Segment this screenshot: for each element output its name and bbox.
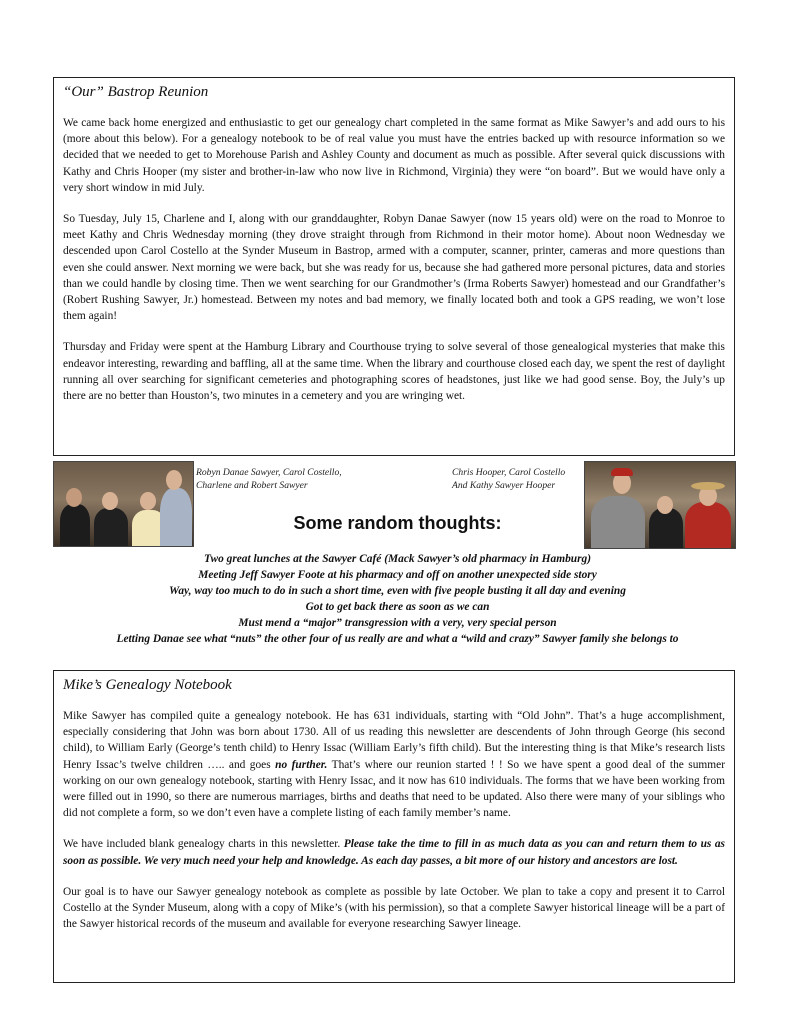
notebook-paragraph-1	[63, 708, 725, 821]
reunion-photo-right	[584, 461, 736, 549]
notebook-p2-emphasis: Please take the time to fill in as much data as you can and return them to us as soon as possible. We very much need your help and knowledge. As each day passes, a bit more of our history and ancestors are lost.	[63, 838, 725, 867]
reunion-photo-left	[53, 461, 194, 547]
thought-line: Got to get back there as soon as we can	[305, 601, 490, 613]
notebook-paragraph-2	[63, 836, 725, 868]
left-caption-line-2: Charlene and Robert Sawyer	[196, 480, 308, 491]
reunion-paragraph-1: We came back home energized and enthusiastic to get our genealogy chart completed in the same format as Mike Sawyer’s and add ours to his (more about this below). For a genealogy notebook to be of real value you must have the entries backed up with resource information so we decided that we needed to get to Morehouse Parish and Ashley County and document as much as possible. After several quick discussions with Kathy and Chris Hooper (my sister and brother-in-law who now live in Richmond, Virginia) they were “on board”. But we would have only a very short window in mid July.	[63, 117, 725, 194]
random-thoughts-heading: Some random thoughts:	[293, 513, 502, 533]
notebook-article	[53, 670, 735, 983]
reunion-article	[53, 77, 735, 456]
reunion-paragraph-2: So Tuesday, July 15, Charlene and I, along with our granddaughter, Robyn Danae Sawyer (now 15 years old) were on the road to Monroe to meet Kathy and Chris Wednesday morning (they drove straight through from Richmond in their motor home). About noon Wednesday we descended upon Carol Costello at the Synder Museum in Bastrop, armed with a computer, scanner, printer, cameras and more questions than even she could answer. Next morning we were back, but she was ready for us, because she had gathered more personal pictures, data and stories than we could handle by closing time. Then we went searching for our Grandmother’s (Irma Roberts Sawyer) homestead and our Grandfather’s (Robert Rushing Sawyer, Jr.) homestead. Between my notes and bad memory, we finally located both and took a GPS reading, we won’t lose them again!	[63, 213, 725, 323]
thought-line: Two great lunches at the Sawyer Café (Mack Sawyer’s old pharmacy in Hamburg)	[203, 553, 592, 565]
notebook-paragraph-3: Our goal is to have our Sawyer genealogy notebook as complete as possible by late October. We plan to take a copy and present it to Carrol Costello at the Synder Museum, along with a copy of Mike’s (with his permission), so that a complete Sawyer historical lineage will be a part of the Sawyer historical records of the museum and available for everyone researching Sawyer lineage.	[63, 885, 725, 931]
right-photo-caption	[452, 466, 565, 492]
thought-line: Meeting Jeff Sawyer Foote at his pharmacy and off on another unexpected side story	[198, 569, 597, 581]
notebook-title: Mike’s Genealogy Notebook	[63, 677, 232, 693]
right-caption-line-2: And Kathy Sawyer Hooper	[452, 480, 556, 491]
notebook-p1-emphasis: no further.	[275, 758, 328, 771]
notebook-p1-text: Mike Sawyer has compiled quite a genealogy notebook. He has 631 individuals, starting with “Old John”. That’s a huge accomplishment, especially considering that John was born about 1730. All of us reading this newsletter are descendents of John through George (his second child), to William Early (George’s tenth child) to Henry Issac (William Early’s fifth child). But the interesting thing is that Mike’s research lists Henry Issac’s twelve children ….. and goes	[63, 710, 725, 771]
thought-line: Way, way too much to do in such a short time, even with five people busting it all day and evening	[169, 585, 626, 597]
reunion-paragraph-3: Thursday and Friday were spent at the Hamburg Library and Courthouse trying to solve several of those genealogical mysteries that make this endeavor interesting, rewarding and baffling, all at the same time. When the library and courthouse closed each day, we spent the rest of daylight running all over searching for significant cemeteries and photographing scores of headstones, just like we had good sense. Boy, the July’s up there are no better than Houston’s, two minutes in a cemetery and you are wringing wet.	[63, 341, 725, 403]
thought-line: Letting Danae see what “nuts” the other four of us really are and what a “wild and crazy” Sawyer family she belongs to	[116, 633, 679, 645]
reunion-title: “Our” Bastrop Reunion	[63, 84, 209, 100]
notebook-p2-text: We have included blank genealogy charts in this newsletter.	[63, 838, 344, 851]
right-caption-line-1: Chris Hooper, Carol Costello	[452, 467, 566, 478]
left-caption-line-1: Robyn Danae Sawyer, Carol Costello,	[196, 467, 342, 478]
random-thoughts-list	[0, 551, 795, 647]
notebook-p1-text-continued: That’s where our reunion started ! ! So we have spent a good deal of the summer working on our own genealogy notebook, starting with Henry Issac, and it now has 610 individuals. The forms that we have been working from were filled out in 1990, so there are numerous marriages, births and deaths that need to be updated. Also there were many of your siblings who did not complete a form, so we don’t even have a complete listing of each family member’s name.	[63, 758, 725, 820]
thought-line: Must mend a “major” transgression with a very, very special person	[238, 617, 557, 629]
left-photo-caption	[196, 466, 342, 492]
